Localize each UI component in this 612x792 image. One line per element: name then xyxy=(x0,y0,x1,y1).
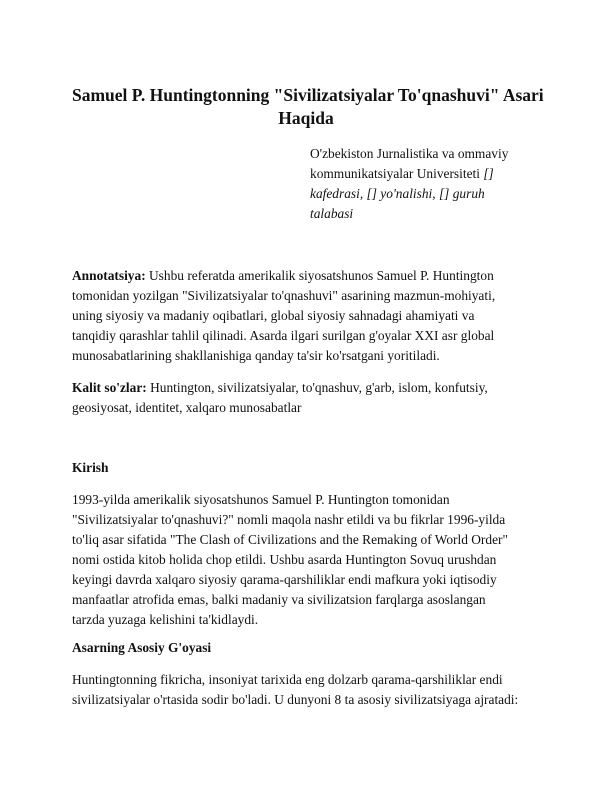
intro-line: keyingi davrda xalqaro siyosiy qarama-qarshiliklar endi mafkura yoki iqtisodiy xyxy=(72,572,497,587)
main-idea-line: Huntingtonning fikricha, insoniyat tarixida eng dolzarb qarama-qarshiliklar endi xyxy=(72,672,503,687)
intro-line: tarzda yuzaga kelishini ta'kidlaydi. xyxy=(72,612,259,627)
keywords-label: Kalit so'zlar: xyxy=(72,380,147,395)
keywords-paragraph xyxy=(72,378,547,418)
section-heading-main-idea: Asarning Asosiy G'oyasi xyxy=(72,640,212,655)
author-line-text: kommunikatsiyalar Universiteti xyxy=(310,166,480,181)
intro-line: "Sivilizatsiyalar to'qnashuvi?" nomli maqola nashr etildi va bu fikrlar 1996-yilda xyxy=(72,512,506,527)
intro-line: manfaatlar atrofida emas, balki madaniy va sivilizatsion farqlarga asoslangan xyxy=(72,592,486,607)
abstract-line: tanqidiy qarashlar tahlil qilinadi. Asarda ilgari surilgan g'oyalar XXI asr global xyxy=(72,328,495,343)
title-line: Haqida xyxy=(278,108,334,128)
intro-line: to'liq asar sifatida "The Clash of Civilizations and the Remaking of World Order" xyxy=(72,532,508,547)
intro-line: nomi ostida kitob holida chop etildi. Ushbu asarda Huntington Sovuq urushdan xyxy=(72,552,497,567)
abstract-label: Annotatsiya: xyxy=(72,268,146,283)
abstract-line: tomonidan yozilgan "Sivilizatsiyalar to'qnashuvi" asarining mazmun-mohiyati, xyxy=(72,288,496,303)
abstract-line: munosabatlarining shakllanishiga qanday ta'sir ko'rsatgani yoritiladi. xyxy=(72,348,440,363)
author-line: talabasi xyxy=(310,206,354,221)
main-idea-paragraph xyxy=(72,670,547,710)
author-line: O'zbekiston Jurnalistika va ommaviy xyxy=(310,146,509,161)
document-title xyxy=(72,84,544,130)
keywords-text: Huntington, sivilizatsiyalar, to'qnashuv, g'arb, islom, konfutsiy, xyxy=(146,380,488,395)
main-idea-line: sivilizatsiyalar o'rtasida sodir bo'ladi. U dunyoni 8 ta asosiy sivilizatsiyaga ajratadi: xyxy=(72,692,519,707)
section-heading-intro: Kirish xyxy=(72,460,109,475)
abstract-line: uning siyosiy va madaniy oqibatlari, global siyosiy sahnadagi ahamiyati va xyxy=(72,308,475,323)
author-line xyxy=(310,164,546,184)
intro-line: 1993-yilda amerikalik siyosatshunos Samuel P. Huntington tomonidan xyxy=(72,492,450,507)
abstract-paragraph xyxy=(72,266,547,366)
author-affiliation xyxy=(310,144,546,224)
keywords-line xyxy=(72,378,547,398)
abstract-text: Ushbu referatda amerikalik siyosatshunos Samuel P. Huntington xyxy=(145,268,494,283)
abstract-line xyxy=(72,266,547,286)
keywords-line: geosiyosat, identitet, xalqaro munosabatlar xyxy=(72,400,302,415)
author-placeholder: [] xyxy=(483,166,494,181)
title-line: Samuel P. Huntingtonning "Sivilizatsiyalar To'qnashuvi" Asari xyxy=(72,85,544,105)
intro-paragraph xyxy=(72,490,547,630)
author-line: kafedrasi, [] yo'nalishi, [] guruh xyxy=(310,186,485,201)
